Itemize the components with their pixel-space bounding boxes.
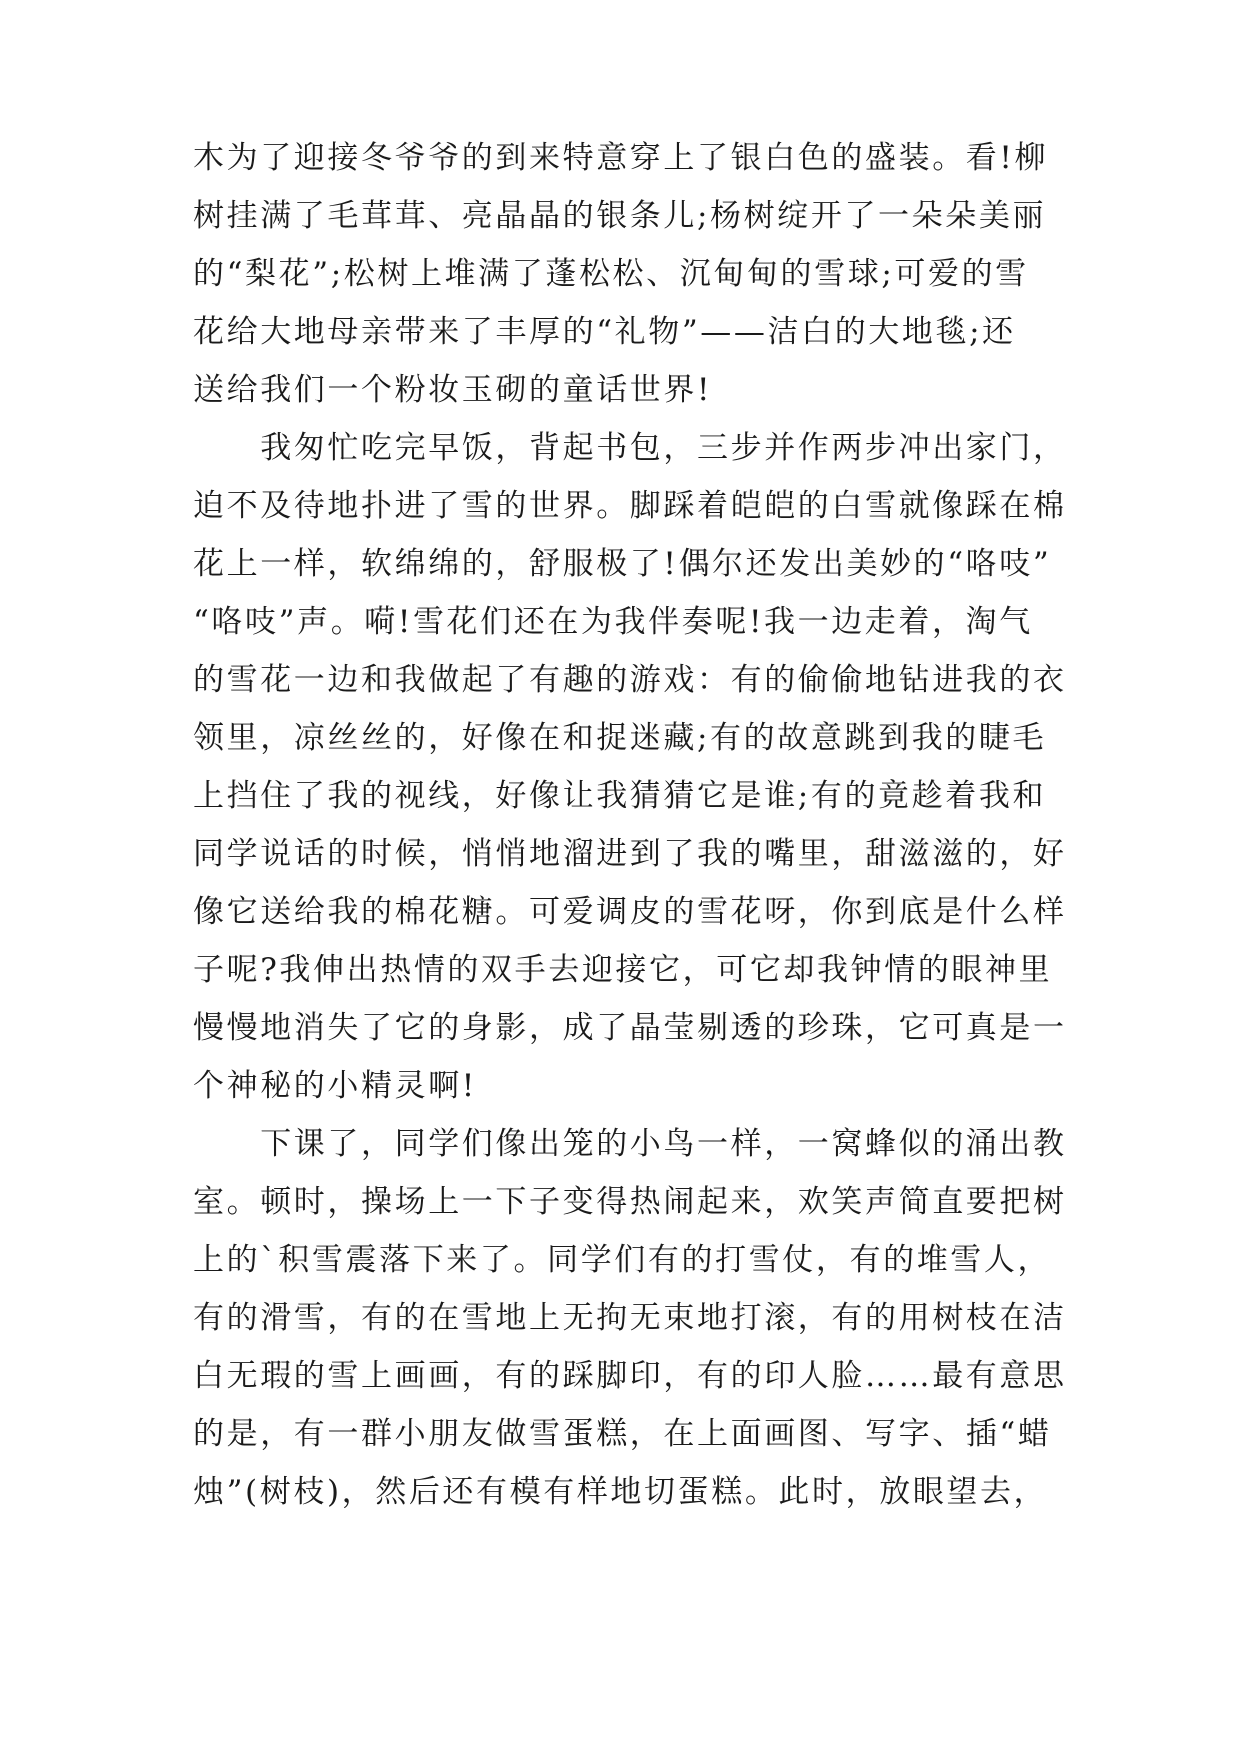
- text-line: 上挡住了我的视线，好像让我猜猜它是谁;有的竟趁着我和: [193, 778, 1047, 814]
- text-line: 送给我们一个粉妆玉砌的童话世界!: [193, 372, 713, 408]
- text-line: “咯吱”声。嗬!雪花们还在为我伴奏呢!我一边走着，淘气: [193, 604, 1033, 640]
- text-line: 迫不及待地扑进了雪的世界。脚踩着皑皑的白雪就像踩在棉: [193, 488, 1067, 524]
- text-line: 下课了，同学们像出笼的小鸟一样，一窝蜂似的涌出教: [193, 1126, 1067, 1162]
- text-line: 的是，有一群小朋友做雪蛋糕，在上面画图、写字、插“蜡: [193, 1416, 1052, 1452]
- text-line: 烛”(树枝)，然后还有模有样地切蛋糕。此时，放眼望去，: [193, 1474, 1048, 1510]
- text-line: 室。顿时，操场上一下子变得热闹起来，欢笑声简直要把树: [193, 1184, 1067, 1220]
- text-line: 个神秘的小精灵啊!: [193, 1068, 477, 1104]
- text-line: 慢慢地消失了它的身影，成了晶莹剔透的珍珠，它可真是一: [193, 1010, 1067, 1046]
- text-line: 同学说话的时候，悄悄地溜进到了我的嘴里，甜滋滋的，好: [193, 836, 1067, 872]
- text-line: 的“梨花”;松树上堆满了蓬松松、沉甸甸的雪球;可爱的雪: [193, 256, 1029, 292]
- text-line: 木为了迎接冬爷爷的到来特意穿上了银白色的盛装。看!柳: [193, 140, 1049, 176]
- text-line: 上的`积雪震落下来了。同学们有的打雪仗，有的堆雪人，: [193, 1242, 1052, 1278]
- body-text: [193, 129, 1093, 1521]
- text-line: 子呢?我伸出热情的双手去迎接它，可它却我钟情的眼神里: [193, 952, 1053, 988]
- text-line: 白无瑕的雪上画画，有的踩脚印，有的印人脸……最有意思: [193, 1358, 1067, 1394]
- text-line: 花给大地母亲带来了丰厚的“礼物”——洁白的大地毯;还: [193, 314, 1016, 350]
- text-line: 的雪花一边和我做起了有趣的游戏：有的偷偷地钻进我的衣: [193, 662, 1067, 698]
- text-line: 我匆忙吃完早饭，背起书包，三步并作两步冲出家门，: [193, 430, 1067, 466]
- text-line: 有的滑雪，有的在雪地上无拘无束地打滚，有的用树枝在洁: [193, 1300, 1067, 1336]
- text-line: 花上一样，软绵绵的，舒服极了!偶尔还发出美妙的“咯吱”: [193, 546, 1052, 582]
- text-line: 领里，凉丝丝的，好像在和捉迷藏;有的故意跳到我的睫毛: [193, 720, 1047, 756]
- text-line: 树挂满了毛茸茸、亮晶晶的银条儿;杨树绽开了一朵朵美丽: [193, 198, 1047, 234]
- text-line: 像它送给我的棉花糖。可爱调皮的雪花呀，你到底是什么样: [193, 894, 1067, 930]
